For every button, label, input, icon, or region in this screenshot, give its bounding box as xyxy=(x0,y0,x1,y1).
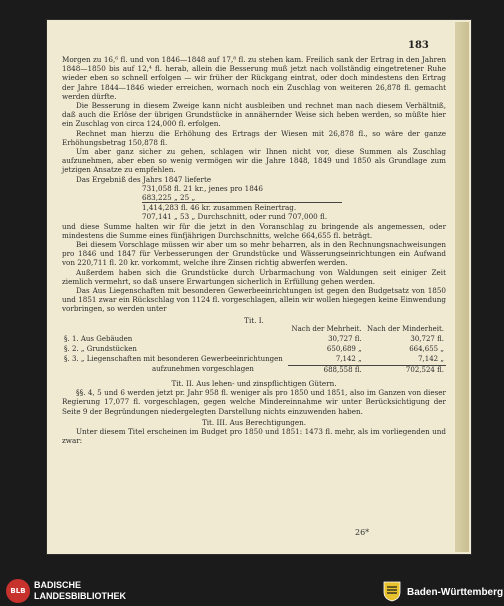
library-name-line-1: BADISCHE xyxy=(34,580,82,590)
paragraph-6: und diese Summe halten wir für die jetzt in den Voranschlag zu bringende als angemessen, oder mindestens die Summe eines fünfjährigen Durchschnitts, welche 664,655 fl. beträgt. xyxy=(62,221,446,240)
calc-average: 707,141 „ 53 „ Durchschnitt, oder rund 707,000 fl. xyxy=(142,212,328,222)
total-majority: 688,558 fl. xyxy=(288,365,363,376)
paragraph-7: Bei diesem Vorschlage müssen wir aber um so mehr beharren, als in den Rechnungsnachweisungen pro 1846 und 1847 für Verbesserungen der Grundstücke und Wässerungseinrichtungen ein Aufwand von 220,711 fl. 20 kr. vorkommt, welche ihre Zinsen richtig abwerfen werden. xyxy=(62,240,446,268)
row-majority: 7,142 „ xyxy=(335,354,362,363)
col-majority: Nach der Mehrheit. xyxy=(291,324,362,333)
paragraph-9: Das Aus Liegenschaften mit besonderen Gewerbeeinrichtungen ist gegen den Budgetsatz von 1850 und 1851 zwar ein Rückschlag von 1124 fl. vorgeschlagen, allein wir wollen hiegegen keine Einwendung vorbringen, so werden unter xyxy=(62,286,446,314)
bw-label: Baden-Württemberg xyxy=(407,587,504,598)
total-label: aufzunehmen vorgeschlagen xyxy=(152,365,254,374)
tit2-heading: Tit. II. Aus lehen- und zinspflichtigen Gütern. xyxy=(171,378,337,388)
calculation-block xyxy=(142,184,446,222)
row-majority: 30,727 fl. xyxy=(328,334,362,343)
page-edge xyxy=(455,22,469,552)
calc-line-1: 731,058 fl. 21 kr., jenes pro 1846 xyxy=(142,183,263,193)
tit2-text: §§. 4, 5 und 6 werden jetzt pr. Jahr 958 fl. weniger als pro 1850 und 1851, also im Ganzen von dieser Regierung 17,077 fl. vorgeschlagen, gegen welche Mindereinnahme wir unter Berücksichtigung der Seite 9 der Begründungen niedergelegten Darstellung nichts einzuwenden haben. xyxy=(62,388,446,416)
row-minority: 7,142 „ xyxy=(418,354,444,363)
table-total-row xyxy=(62,365,446,376)
page-number: 183 xyxy=(408,40,429,51)
table-row xyxy=(62,345,446,355)
col-minority: Nach der Minderheit. xyxy=(367,324,444,333)
tit1-heading: Tit. I. xyxy=(244,315,264,325)
paragraph-5: Das Ergebniß des Jahrs 1847 lieferte xyxy=(76,174,212,184)
page-text xyxy=(62,55,446,445)
blb-logo-icon: BLB xyxy=(6,579,30,603)
row-label: §. 3. „ Liegenschaften mit besonderen Gewerbeeinrichtungen xyxy=(64,354,283,363)
table-row xyxy=(62,355,446,366)
paragraph-3: Rechnet man hierzu die Erhöhung des Ertrags der Wiesen mit 26,878 fl., so wäre der ganze Erhöhungsbetrag 150,878 fl. xyxy=(62,128,446,147)
signature-mark: 26* xyxy=(355,528,370,537)
bw-crest-icon xyxy=(382,580,402,602)
row-label: §. 1. Aus Gebäuden xyxy=(64,334,133,343)
row-minority: 30,727 fl. xyxy=(410,334,444,343)
tit3-text: Unter diesem Titel erscheinen im Budget pro 1850 und 1851: 1473 fl. mehr, als im vorliegenden und zwar: xyxy=(62,426,446,446)
paragraph-8: Außerdem haben sich die Grundstücke durch Urbarmachung von Waldungen seit einiger Zeit ziemlich vermehrt, so daß unsere Erwartungen sicherlich in Erfüllung gehen werden. xyxy=(62,267,446,286)
paragraph-1: Morgen zu 16,⁶ fl. und von 1846—1848 auf 17,⁸ fl. zu stehen kam. Freilich sank der Ertrag in den Jahren 1848—1850 bis auf 12,⁴ fl. herab, allein die Besserung muß jetzt nach vollständig eingetretener Ruhe wieder eben so schnell erfolgen — wir früher der Rückgang eintrat, oder doch mindestens den Ertrag der Jahre 1844—1846 wieder erreichen, wornach noch ein Zuschlag von weiteren 26,878 fl. gemacht werden dürfte. xyxy=(62,55,446,101)
table-row xyxy=(62,335,446,345)
row-majority: 650,689 „ xyxy=(326,344,362,353)
library-name xyxy=(34,580,126,602)
calc-line-2: 683,225 „ 25 „ xyxy=(142,193,196,203)
tit3-heading: Tit. III. Aus Berechtigungen. xyxy=(201,417,307,427)
paragraph-4: Um aber ganz sicher zu gehen, schlagen wir Ihnen nicht vor, diese Summen als Zuschlag aufzunehmen, aber eben so wenig vermögen wir die Jahre 1848, 1849 und 1850 als Grundlage zum jetzigen Ansatze zu empfehlen. xyxy=(62,147,446,175)
calc-sum: 1,414,283 fl. 46 kr. zusammen Reinertrag. xyxy=(142,202,342,212)
library-name-line-2: LANDESBIBLIOTHEK xyxy=(34,591,126,601)
total-minority: 702,524 fl. xyxy=(364,365,446,376)
paragraph-2: Die Besserung in diesem Zweige kann nicht ausbleiben und rechnet man nach diesem Verhältniß, daß auch die Erlöse der übrigen Grundstücke in annähernder Weise sich heben werden, so müßte hier ein Zuschlag von circa 124,000 fl. erfolgen. xyxy=(62,101,446,129)
row-label: §. 2. „ Grundstücken xyxy=(64,344,137,353)
row-minority: 664,655 „ xyxy=(409,344,444,353)
tit1-table xyxy=(62,325,446,376)
